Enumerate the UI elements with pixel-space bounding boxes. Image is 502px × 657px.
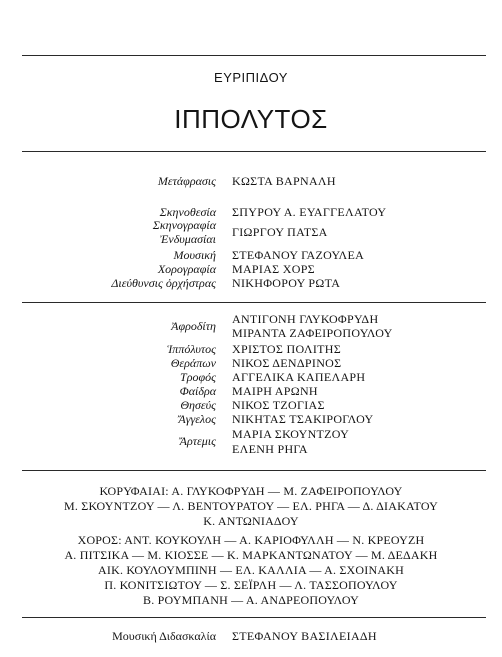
rule-top — [22, 55, 486, 56]
credit-name-shared: ΓΙΩΡΓΟΥ ΠΑΤΣΑ — [232, 225, 328, 239]
cast-role: Φαίδρα — [179, 384, 216, 398]
chorus-line: Α. ΠΙΤΣΙΚΑ — Μ. ΚΙΟΣΣΕ — Κ. ΜΑΡΚΑΝΤΩΝΑΤΟΥ — Μ. ΔΕΔΑΚΗ — [64, 548, 438, 562]
cast-name: ΝΙΚΟΣ ΔΕΝΔΡΙΝΟΣ — [232, 356, 342, 370]
credit-role: Διεύθυνσις ὀρχήστρας — [111, 276, 216, 290]
credit-role: Σκηνοθεσία — [159, 205, 216, 219]
cast-row — [0, 384, 502, 398]
credit-row — [0, 262, 502, 276]
cast-row — [0, 442, 502, 456]
credit-role: Μουσική — [173, 248, 216, 262]
cast-role: Ἱππόλυτος — [167, 342, 216, 356]
cast-role: Τροφός — [180, 370, 216, 384]
credit-row — [0, 248, 502, 262]
credit-name: ΜΑΡΙΑΣ ΧΟΡΣ — [232, 262, 315, 276]
cast-name: ΝΙΚΟΣ ΤΖΟΓΙΑΣ — [232, 398, 325, 412]
cast-name: ΜΑΙΡΗ ΑΡΩΝΗ — [232, 384, 318, 398]
cast-role: Θεράπων — [170, 356, 216, 370]
credit-row — [0, 276, 502, 290]
credit-role: Μετάφρασις — [157, 174, 216, 188]
rule-below-title — [22, 151, 486, 152]
page-title: ΙΠΠΟΛΥΤΟΣ — [174, 104, 328, 134]
credit-row — [0, 174, 502, 188]
koryfaiai-line: ΚΟΡΥΦΑΙΑΙ: Α. ΓΛΥΚΟΦΡΥΔΗ — Μ. ΖΑΦΕΙΡΟΠΟΥΛΟΥ — [99, 484, 403, 498]
credit-row — [0, 205, 502, 219]
cast-row — [0, 370, 502, 384]
rule-below-cast — [22, 470, 486, 471]
cast-row — [0, 356, 502, 370]
cast-name: ΜΙΡΑΝΤΑ ΖΑΦΕΙΡΟΠΟΥΛΟΥ — [232, 326, 393, 340]
cast-name: ΝΙΚΗΤΑΣ ΤΣΑΚΙΡΟΓΛΟΥ — [232, 412, 374, 426]
koryfaiai-line: Κ. ΑΝΤΩΝΙΑΔΟΥ — [203, 514, 299, 528]
credit-role: Σκηνογραφία — [152, 218, 216, 232]
credit-role: Χορογραφία — [157, 262, 216, 276]
credit-name: ΣΠΥΡΟΥ Α. ΕΥΑΓΓΕΛΑΤΟΥ — [232, 205, 387, 219]
credit-name: ΣΤΕΦΑΝΟΥ ΓΑΖΟΥΛΕΑ — [232, 248, 365, 262]
music-teaching-role: Μουσική Διδασκαλία — [112, 629, 216, 643]
cast-row — [0, 326, 502, 340]
chorus-line: Π. ΚΟΝΙΤΣΙΩΤΟΥ — Σ. ΣΕΪΡΛΗ — Λ. ΤΑΣΣΟΠΟΥΛΟΥ — [104, 578, 398, 592]
cast-name: ΕΛΕΝΗ ΡΗΓΑ — [232, 442, 308, 456]
cast-name: ΑΝΤΙΓΟΝΗ ΓΛΥΚΟΦΡΥΔΗ — [232, 312, 379, 326]
koryfaiai-line: Μ. ΣΚΟΥΝΤΖΟΥ — Λ. ΒΕΝΤΟΥΡΑΤΟΥ — ΕΛ. ΡΗΓΑ — Δ. ΔΙΑΚΑΤΟΥ — [64, 499, 438, 513]
cast-row — [0, 412, 502, 426]
chorus-line: ΧΟΡΟΣ: ΑΝΤ. ΚΟΥΚΟΥΛΗ — Α. ΚΑΡΙΟΦΥΛΛΗ — Ν. ΚΡΕΟΥΖΗ — [77, 533, 425, 547]
chorus-line: Β. ΡΟΥΜΠΑΝΗ — Α. ΑΝΔΡΕΟΠΟΥΛΟΥ — [143, 593, 359, 607]
chorus-line: ΑΙΚ. ΚΟΥΛΟΥΜΠΙΝΗ — ΕΛ. ΚΑΛΛΙΑ — Α. ΣΧΟΙΝΑΚΗ — [98, 563, 404, 577]
cast-name: ΧΡΙΣΤΟΣ ΠΟΛΙΤΗΣ — [232, 342, 342, 356]
music-teaching-name: ΣΤΕΦΑΝΟΥ ΒΑΣΙΛΕΙΑΔΗ — [232, 629, 377, 643]
cast-row — [0, 398, 502, 412]
cast-name: ΜΑΡΙΑ ΣΚΟΥΝΤΖΟΥ — [232, 427, 350, 441]
cast-name: ΑΓΓΕΛΙΚΑ ΚΑΠΕΛΑΡΗ — [232, 370, 366, 384]
cast-role: Ἄρτεμις — [179, 434, 216, 448]
music-teaching-row — [0, 629, 502, 643]
credit-name: ΝΙΚΗΦΟΡΟΥ ΡΩΤΑ — [232, 276, 341, 290]
credit-name: ΚΩΣΤΑ ΒΑΡΝΑΛΗ — [232, 174, 336, 188]
cast-row — [0, 342, 502, 356]
credit-role: Ἐνδυμασίαι — [159, 232, 216, 246]
author-name: ΕΥΡΙΠΙΔΟΥ — [214, 70, 288, 85]
cast-role: Ἀφροδίτη — [171, 319, 216, 333]
cast-role: Θησεύς — [180, 398, 216, 412]
rule-below-credits — [22, 302, 486, 303]
cast-role: Ἄγγελος — [178, 412, 216, 426]
credit-row — [0, 232, 502, 246]
rule-below-chorus — [22, 617, 486, 618]
